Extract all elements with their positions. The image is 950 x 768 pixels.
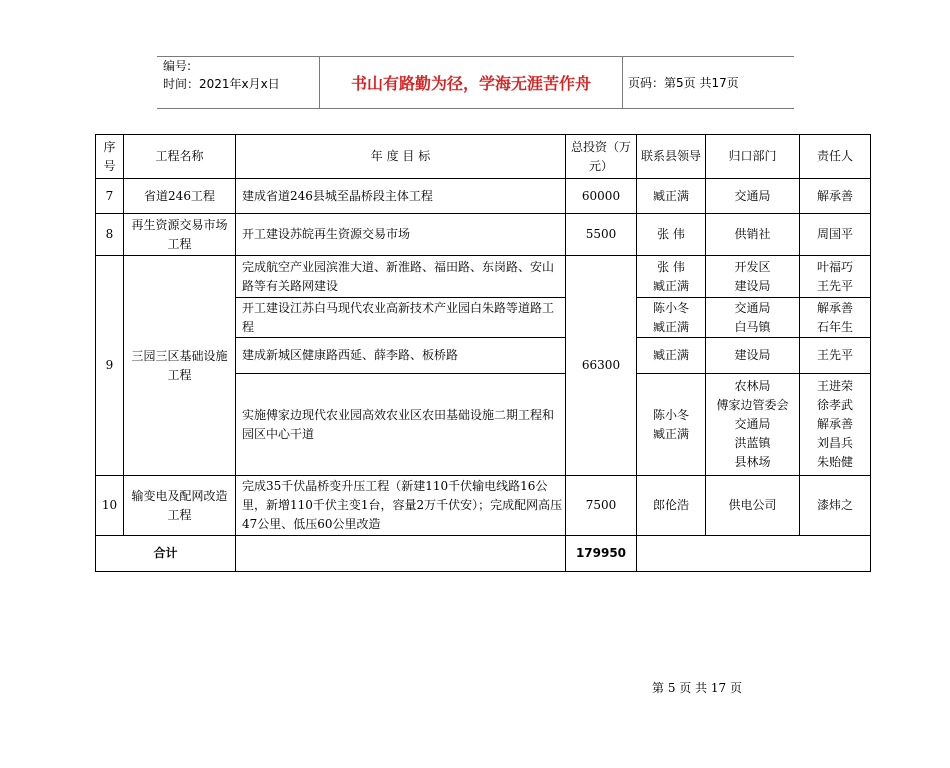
county-leader: 张 伟 臧正满	[637, 256, 706, 298]
annual-goal: 实施傅家边现代农业园高效农业区农田基础设施二期工程和园区中心干道	[236, 374, 566, 476]
project-name: 省道246工程	[124, 179, 236, 214]
total-label: 合计	[96, 536, 236, 572]
header-bottom-rule	[157, 108, 794, 109]
header-divider	[622, 56, 623, 108]
department: 建设局	[706, 338, 800, 374]
county-leader: 郎伦浩	[637, 476, 706, 536]
table-row	[96, 179, 871, 214]
column-header: 归口部门	[706, 135, 800, 179]
total-row	[96, 536, 871, 572]
table-row	[96, 476, 871, 536]
column-header: 总投资（万元）	[566, 135, 637, 179]
total-investment: 7500	[566, 476, 637, 536]
total-investment: 66300	[566, 256, 637, 476]
row-number: 10	[96, 476, 124, 536]
responsible-person: 叶福巧 王先平	[800, 256, 871, 298]
document-number-label: 编号:	[163, 59, 192, 73]
annual-goal: 开工建设苏皖再生资源交易市场	[236, 214, 566, 256]
document-time: 时间：2021年x月x日	[163, 77, 280, 91]
county-leader: 张 伟	[637, 214, 706, 256]
department: 农林局 傅家边管委会 交通局 洪蓝镇 县林场	[706, 374, 800, 476]
annual-goal: 完成航空产业园滨淮大道、新淮路、福田路、东岗路、安山路等有关路网建设	[236, 256, 566, 298]
county-leader: 陈小冬 臧正满	[637, 298, 706, 338]
project-name: 输变电及配网改造工程	[124, 476, 236, 536]
row-number: 9	[96, 256, 124, 476]
department: 供销社	[706, 214, 800, 256]
empty-cell	[637, 536, 871, 572]
header-page-info: 页码：第5页 共17页	[628, 76, 739, 90]
total-investment: 5500	[566, 214, 637, 256]
column-header: 联系县领导	[637, 135, 706, 179]
header-motto: 书山有路勤为径，学海无涯苦作舟	[350, 74, 591, 93]
responsible-person: 漆炜之	[800, 476, 871, 536]
department: 交通局 白马镇	[706, 298, 800, 338]
column-header: 年 度 目 标	[236, 135, 566, 179]
responsible-person: 周国平	[800, 214, 871, 256]
responsible-person: 解承善	[800, 179, 871, 214]
annual-goal: 建成新城区健康路西延、薛李路、板桥路	[236, 338, 566, 374]
header-meta	[163, 57, 280, 93]
project-name: 三园三区基础设施工程	[124, 256, 236, 476]
row-number: 8	[96, 214, 124, 256]
project-name: 再生资源交易市场工程	[124, 214, 236, 256]
county-leader: 陈小冬 臧正满	[637, 374, 706, 476]
column-header: 序号	[96, 135, 124, 179]
empty-cell	[236, 536, 566, 572]
table-row	[96, 256, 871, 298]
project-table	[95, 134, 871, 572]
county-leader: 臧正满	[637, 179, 706, 214]
table-header-row	[96, 135, 871, 179]
department: 交通局	[706, 179, 800, 214]
column-header: 责任人	[800, 135, 871, 179]
column-header: 工程名称	[124, 135, 236, 179]
responsible-person: 王进荣 徐孝武 解承善 刘昌兵 朱贻健	[800, 374, 871, 476]
annual-goal: 完成35千伏晶桥变升压工程（新建110千伏输电线路16公里，新增110千伏主变1台，容量2万千伏安）；完成配网高压47公里、低压60公里改造	[236, 476, 566, 536]
annual-goal: 建成省道246县城至晶桥段主体工程	[236, 179, 566, 214]
total-value: 179950	[566, 536, 637, 572]
annual-goal: 开工建设江苏白马现代农业高新技术产业园白朱路等道路工程	[236, 298, 566, 338]
page-footer: 第 5 页 共 17 页	[652, 681, 742, 695]
responsible-person: 解承善 石年生	[800, 298, 871, 338]
table-row	[96, 214, 871, 256]
department: 开发区 建设局	[706, 256, 800, 298]
responsible-person: 王先平	[800, 338, 871, 374]
department: 供电公司	[706, 476, 800, 536]
county-leader: 臧正满	[637, 338, 706, 374]
total-investment: 60000	[566, 179, 637, 214]
row-number: 7	[96, 179, 124, 214]
